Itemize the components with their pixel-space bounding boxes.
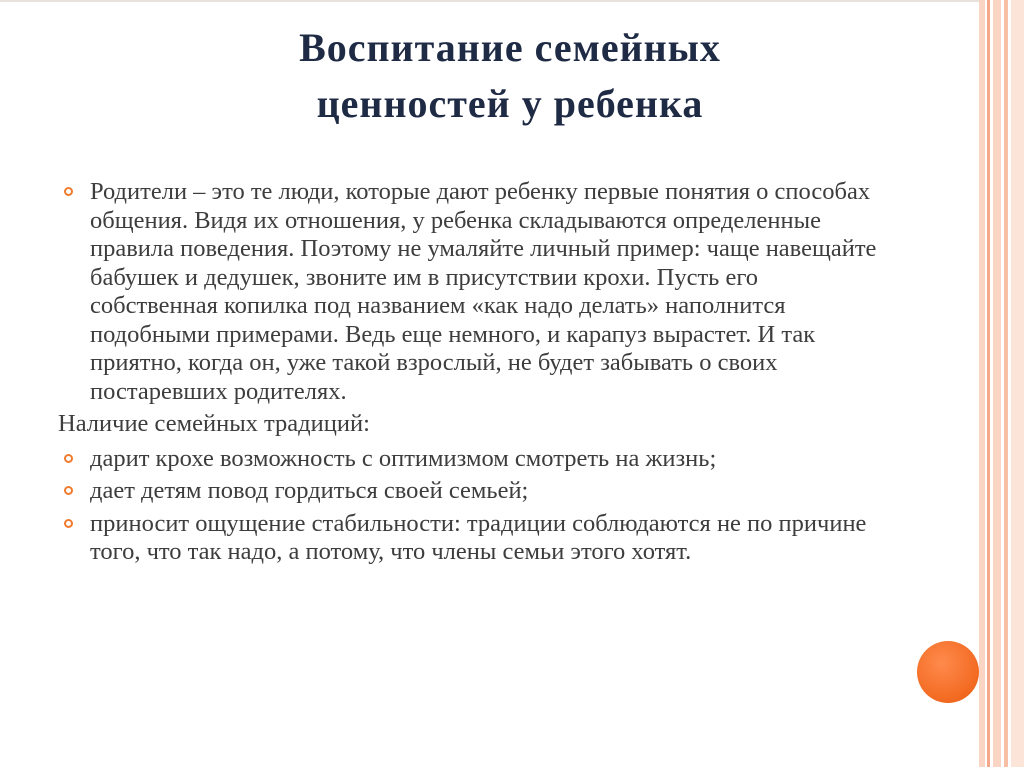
decorative-stripe: [979, 0, 985, 767]
bullet-circle-icon: [64, 454, 73, 463]
paragraph-text: Родители – это те люди, которые дают ребенку первые понятия о способах общения. Видя их отношения, у ребенка складываются определенные правила поведения. Поэтому не умаляйте личный пример: чаще навещайте бабушек и дедушек, звоните им в присутствии крохи. Пусть его собственная копилка под названием «как надо делать» наполнится подобными примерами. Ведь еще немного, и карапуз вырастет. И так приятно, когда он, уже такой взрослый, не будет забывать о своих постаревших родителях.: [90, 178, 877, 405]
decorative-stripe: [1004, 0, 1008, 767]
slide-body: [58, 178, 878, 571]
decorative-stripe: [993, 0, 1001, 767]
top-border-line: [0, 0, 979, 2]
list-item-text: приносит ощущение стабильности: традиции соблюдаются не по причине того, что так надо, а потому, что члены семьи этого хотят.: [90, 509, 867, 565]
decorative-stripe: [987, 0, 990, 767]
bullet-paragraph: [58, 178, 878, 406]
list-item: [58, 477, 878, 506]
list-item: [58, 510, 878, 567]
slide-title-line-2: ценностей у ребенка: [316, 81, 704, 126]
bullet-circle-icon: [64, 519, 73, 528]
list-item-text: дает детям повод гордиться своей семьей;: [90, 477, 529, 504]
bullet-circle-icon: [64, 486, 73, 495]
bullet-circle-icon: [64, 187, 73, 196]
slide-title-line-1: Воспитание семейных: [299, 25, 721, 70]
list-item-text: дарит крохе возможность с оптимизмом смотреть на жизнь;: [90, 444, 717, 472]
decorative-stripe: [1011, 0, 1024, 767]
list-item: [58, 445, 878, 474]
traditions-intro: Наличие семейных традиций:: [58, 410, 370, 437]
accent-circle-decoration: [917, 641, 979, 703]
slide-title: [120, 20, 900, 132]
